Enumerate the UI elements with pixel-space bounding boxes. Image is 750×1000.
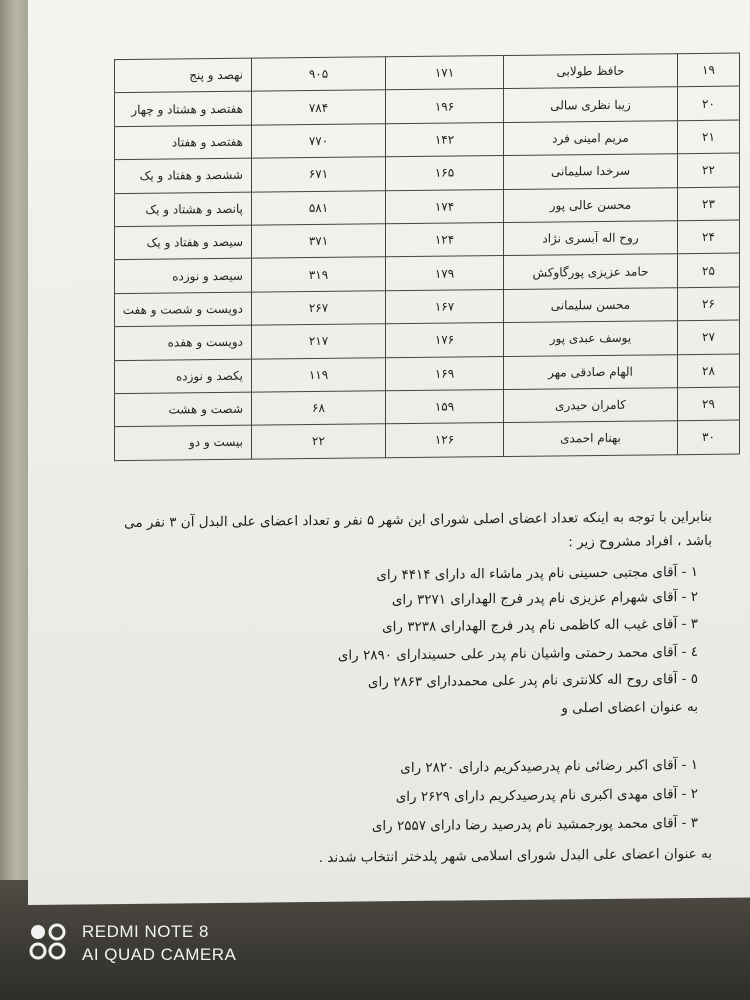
votes-in-words-cell: بیست و دو	[115, 425, 252, 460]
first-votes-cell: ۱۲۶	[386, 423, 504, 458]
intro-line-2: باشد ، افراد مشروح زیر :	[568, 532, 712, 551]
total-votes-cell: ۲۶۷	[252, 290, 386, 325]
row-number-cell: ۱۹	[678, 53, 740, 87]
main-members-caption: به عنوان اعضای اصلی و	[561, 698, 698, 717]
results-table	[114, 53, 740, 461]
candidate-name-cell: بهنام احمدی	[504, 421, 678, 456]
votes-in-words-cell: سیصد و نوزده	[115, 259, 252, 294]
row-number-cell: ۲۹	[678, 387, 740, 421]
first-votes-cell: ۱۷۱	[386, 56, 504, 91]
total-votes-cell: ۷۸۴	[252, 90, 386, 125]
votes-in-words-cell: هفتصد و هشتاد و چهار	[115, 92, 252, 127]
total-votes-cell: ۹۰۵	[252, 57, 386, 92]
first-votes-cell: ۱۲۴	[386, 222, 504, 257]
row-number-cell: ۲۱	[678, 120, 740, 154]
votes-in-words-cell: یکصد و نوزده	[115, 359, 252, 394]
first-votes-cell: ۱۶۷	[386, 289, 504, 324]
first-votes-cell: ۱۵۹	[386, 389, 504, 424]
votes-in-words-cell: دویست و شصت و هفت	[115, 292, 252, 327]
votes-in-words-cell: شصت و هشت	[115, 392, 252, 427]
votes-in-words-cell: دویست و هفده	[115, 325, 252, 360]
candidate-name-cell: مریم امینی فرد	[504, 120, 678, 155]
first-votes-cell: ۱۶۵	[386, 156, 504, 191]
votes-in-words-cell: سیصد و هفتاد و یک	[115, 225, 252, 260]
candidate-name-cell: روح اله آبسری نژاد	[504, 221, 678, 256]
candidate-name-cell: محسن عالی پور	[504, 187, 678, 222]
main-member-3: ۳ - آقای غیب اله کاظمی نام پدر فرج الهدارای ۳۲۳۸ رای	[382, 615, 698, 636]
first-votes-cell: ۱۷۶	[386, 323, 504, 358]
alt-member-3: ۳ - آقای محمد پورجمشید نام پدرصید رضا دارای ۲۵۵۷ رای	[371, 814, 698, 835]
document-page	[28, 0, 750, 905]
candidate-name-cell: زیبا نظری سالی	[504, 87, 678, 122]
candidate-name-cell: حافظ طولابی	[504, 54, 678, 89]
quad-camera-icon	[28, 922, 72, 962]
total-votes-cell: ۶۸	[252, 391, 386, 426]
row-number-cell: ۲۶	[678, 287, 740, 321]
row-number-cell: ۲۸	[678, 354, 740, 388]
total-votes-cell: ۲۲	[252, 424, 386, 459]
row-number-cell: ۲۳	[678, 187, 740, 221]
alt-member-2: ۲ - آقای مهدی اکبری نام پدرصیدکریم دارای ۲۶۲۹ رای	[395, 785, 698, 806]
total-votes-cell: ۵۸۱	[252, 190, 386, 225]
total-votes-cell: ۳۱۹	[252, 257, 386, 292]
row-number-cell: ۲۵	[678, 253, 740, 287]
main-member-2: ۲ - آقای شهرام عزیزی نام پدر فرج الهدارای ۳۲۷۱ رای	[391, 588, 698, 609]
announcement-text	[52, 508, 712, 866]
intro-line-1: بنابراین با توجه به اینکه تعداد اعضای اصلی شورای این شهر ۵ نفر و تعداد اعضای علی البدل آن ۳ نفر می	[124, 508, 712, 531]
total-votes-cell: ۶۷۱	[252, 157, 386, 192]
main-member-4: ٤ - آقای محمد رحمتی واشیان نام پدر علی حسینداراى ۲۸۹۰ رای	[337, 643, 698, 664]
candidate-name-cell: کامران حیدری	[504, 388, 678, 423]
votes-in-words-cell: ششصد و هفتاد و یک	[115, 158, 252, 193]
total-votes-cell: ۲۱۷	[252, 324, 386, 359]
alt-member-1: ۱ - آقای اکبر رضائی نام پدرصیدکریم دارای ۲۸۲۰ رای	[400, 756, 698, 777]
candidate-name-cell: محسن سلیمانی	[504, 287, 678, 322]
candidate-name-cell: حامد عزیزی پورگاوکش	[504, 254, 678, 289]
watermark-camera: AI QUAD CAMERA	[82, 945, 237, 964]
row-number-cell: ۲۰	[678, 86, 740, 120]
row-number-cell: ۳۰	[678, 420, 740, 454]
closing-line: به عنوان اعضای علی البدل شورای اسلامی شهر پلدختر انتخاب شدند .	[318, 845, 712, 866]
watermark-model: REDMI NOTE 8	[82, 922, 209, 941]
first-votes-cell: ۱۴۲	[386, 122, 504, 157]
first-votes-cell: ۱۷۴	[386, 189, 504, 224]
row-number-cell: ۲۴	[678, 220, 740, 254]
first-votes-cell: ۱۹۶	[386, 89, 504, 124]
table-row	[115, 420, 740, 460]
main-member-5: ٥ - آقای روح اله کلانتری نام پدر علی محمددارای ۲۸۶۳ رای	[367, 670, 698, 691]
votes-in-words-cell: نهصد و پنج	[115, 58, 252, 93]
votes-in-words-cell: پانصد و هشتاد و یک	[115, 192, 252, 227]
row-number-cell: ۲۷	[678, 320, 740, 354]
main-member-1: ۱ - آقای مجتبی حسینی نام پدر ماشاء اله دارای ۴۴۱۴ رای	[376, 563, 698, 584]
total-votes-cell: ۷۷۰	[252, 124, 386, 159]
first-votes-cell: ۱۷۹	[386, 256, 504, 291]
total-votes-cell: ۳۷۱	[252, 224, 386, 259]
candidate-name-cell: سرخدا سلیمانی	[504, 154, 678, 189]
candidate-name-cell: الهام صادقی مهر	[504, 354, 678, 389]
candidate-name-cell: یوسف عبدی پور	[504, 321, 678, 356]
total-votes-cell: ۱۱۹	[252, 357, 386, 392]
first-votes-cell: ۱۶۹	[386, 356, 504, 391]
votes-in-words-cell: هفتصد و هفتاد	[115, 125, 252, 160]
row-number-cell: ۲۲	[678, 153, 740, 187]
results-table-body	[115, 53, 740, 460]
